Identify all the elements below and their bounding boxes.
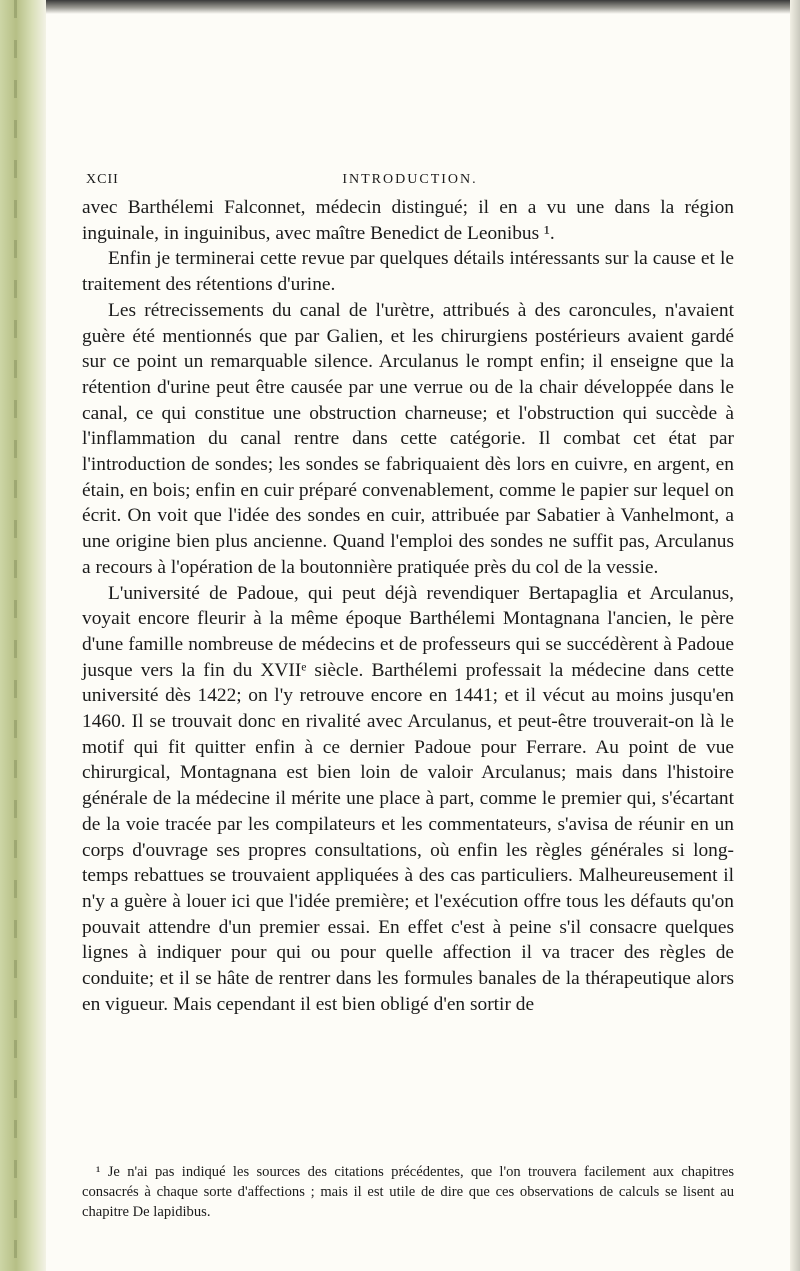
footnote bbox=[82, 1162, 734, 1222]
running-head bbox=[86, 172, 734, 196]
book-binding-edge bbox=[0, 0, 46, 1271]
paragraph: L'université de Padoue, qui peut déjà revendiquer Bertapaglia et Arculanus, voyait encore fleurir à la même époque Barthélemi Montagnana l'ancien, le père d'une famille nombreuse de médecins et de professeurs qui se succédèrent à Padoue jusque vers la fin du XVIIᵉ siècle. Barthélemi professait la médecine dans cette université dès 1422; on l'y retrouve encore en 1441; et il vécut au moins jusqu'en 1460. Il se trouvait donc en rivalité avec Arculanus, et peut-être trouverait-on là le motif qui fit quitter enfin à ce dernier Padoue pour Ferrare. Au point de vue chirurgical, Montagnana est bien loin de valoir Arculanus; mais dans l'histoire générale de la médecine il mérite une place à part, comme le premier qui, s'écartant de la voie tracée par les compilateurs et les commentateurs, s'avisa de réunir en un corps d'ouvrage ses propres consultations, où enfin les règles générales si long-temps rebattues se trouvaient appliquées à des cas particuliers. Malheureusement il n'y a guère à louer ici que l'idée première; et l'exécution offre tous les défauts qu'on pouvait attendre d'un premier essai. En effet c'est à peine s'il consacre quelques lignes à indiquer pour qui ou pour quelle affection il va tracer des règles de conduite; et il se hâte de rentrer dans les formules banales de la thérapeutique alors en vigueur. Mais cependant il est bien obligé d'en sortir de bbox=[82, 582, 734, 1015]
page-top-edge bbox=[46, 0, 790, 14]
paragraph: Enfin je terminerai cette revue par quelques détails intéressants sur la cause et le traitement des rétentions d'urine. bbox=[82, 248, 734, 296]
footnote-text: ¹ Je n'ai pas indiqué les sources des citations précédentes, que l'on trouvera facilement aux chapitres consacrés à chaque sorte d'affections ; mais il est utile de dire que ces observations de calculs se lisent au chapitre De lapidibus. bbox=[82, 1164, 734, 1220]
running-title: INTRODUCTION. bbox=[342, 172, 478, 187]
paragraph: avec Barthélemi Falconnet, médecin distingué; il en a vu une dans la région inguinale, in inguinibus, avec maître Benedict de Leonibus ¹. bbox=[82, 197, 734, 244]
body-text bbox=[82, 195, 734, 1018]
paragraph: Les rétrecissements du canal de l'urètre, attribués à des caroncules, n'avaient guère été mentionnés que par Galien, et les chirurgiens postérieurs avaient gardé sur ce point un remarquable silence. Arculanus le rompt enfin; il enseigne que la rétention d'urine peut être causée par une verrue ou de la chair développée dans le canal, ce qui constitue une obstruction charneuse; et l'obstruction qui succède à l'inflammation du canal rentre dans cette catégorie. Il combat cet état par l'introduction de sondes; les sondes se fabriquaient dès lors en cuivre, en argent, en étain, en bois; enfin en cuir préparé convenablement, comme le papier sur lequel on écrit. On voit que l'idée des sondes en cuir, attribuée par Sabatier à Vanhelmont, a une origine bien plus ancienne. Quand l'emploi des sondes ne suffit pas, Arculanus a recours à l'opération de la boutonnière pratiquée près du col de la vessie. bbox=[82, 299, 734, 578]
page-number: XCII bbox=[86, 172, 119, 187]
page-right-edge bbox=[790, 0, 800, 1271]
